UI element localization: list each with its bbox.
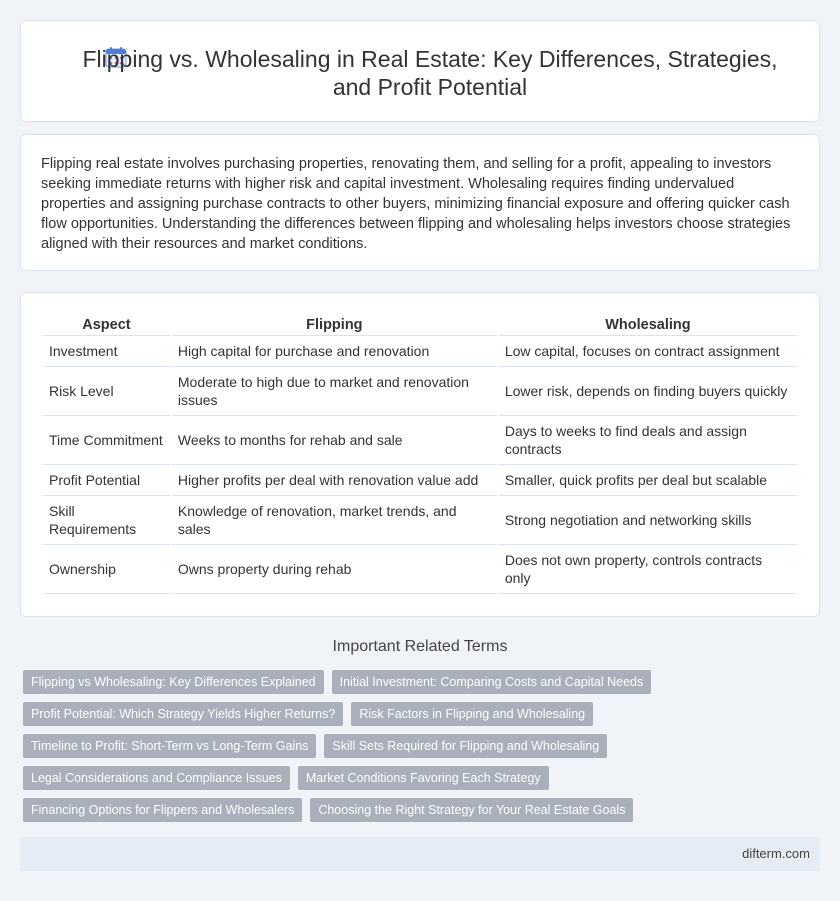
cell-flipping: Weeks to months for rehab and sale — [172, 416, 497, 465]
table-row — [43, 465, 797, 496]
related-term-tag[interactable]: Market Conditions Favoring Each Strategy — [298, 766, 549, 790]
table-row — [43, 496, 797, 545]
related-term-tag[interactable]: Skill Sets Required for Flipping and Wholesaling — [324, 734, 607, 758]
header-aspect: Aspect — [43, 313, 170, 336]
related-term-tag[interactable]: Profit Potential: Which Strategy Yields Higher Returns? — [23, 702, 343, 726]
table-header-row — [43, 313, 797, 336]
table-row — [43, 367, 797, 416]
table-row — [43, 545, 797, 594]
cell-aspect: Skill Requirements — [43, 496, 170, 545]
cell-flipping: Higher profits per deal with renovation value add — [172, 465, 497, 496]
cell-aspect: Investment — [43, 336, 170, 367]
page-title: Flipping vs. Wholesaling in Real Estate: Key Differences, Strategies, and Profit Potential — [82, 46, 778, 100]
header-wholesaling: Wholesaling — [499, 313, 797, 336]
intro-card — [20, 134, 820, 271]
header-card — [20, 20, 820, 122]
related-terms-list — [23, 670, 813, 822]
cell-wholesaling: Strong negotiation and networking skills — [499, 496, 797, 545]
related-term-tag[interactable]: Timeline to Profit: Short-Term vs Long-Term Gains — [23, 734, 316, 758]
table-row — [43, 336, 797, 367]
cell-flipping: Moderate to high due to market and renovation issues — [172, 367, 497, 416]
related-term-tag[interactable]: Initial Investment: Comparing Costs and Capital Needs — [332, 670, 652, 694]
comparison-card — [20, 292, 820, 617]
related-term-tag[interactable]: Choosing the Right Strategy for Your Real Estate Goals — [310, 798, 633, 822]
cell-flipping: Owns property during rehab — [172, 545, 497, 594]
related-term-tag[interactable]: Financing Options for Flippers and Wholesalers — [23, 798, 302, 822]
footer — [20, 837, 820, 871]
intro-paragraph: Flipping real estate involves purchasing properties, renovating them, and selling for a profit, appealing to investors seeking immediate returns with higher risk and capital investment. Wholesaling requires finding undervalued properties and assigning purchase contracts to other buyers, minimizing financial exposure and offering quicker cash flow opportunities. Understanding the differences between flipping and wholesaling helps investors choose strategies aligned with their resources and market conditions. — [41, 156, 791, 252]
related-term-tag[interactable]: Risk Factors in Flipping and Wholesaling — [351, 702, 593, 726]
related-term-tag[interactable]: Flipping vs Wholesaling: Key Differences Explained — [23, 670, 324, 694]
header-flipping: Flipping — [172, 313, 497, 336]
cell-wholesaling: Lower risk, depends on finding buyers quickly — [499, 367, 797, 416]
cell-aspect: Profit Potential — [43, 465, 170, 496]
related-term-tag[interactable]: Legal Considerations and Compliance Issues — [23, 766, 290, 790]
cell-wholesaling: Smaller, quick profits per deal but scalable — [499, 465, 797, 496]
cell-aspect: Risk Level — [43, 367, 170, 416]
cell-wholesaling: Does not own property, controls contracts only — [499, 545, 797, 594]
related-terms-heading: Important Related Terms — [332, 638, 508, 655]
cell-wholesaling: Low capital, focuses on contract assignment — [499, 336, 797, 367]
cell-aspect: Ownership — [43, 545, 170, 594]
cell-flipping: High capital for purchase and renovation — [172, 336, 497, 367]
table-row — [43, 416, 797, 465]
cell-flipping: Knowledge of renovation, market trends, and sales — [172, 496, 497, 545]
comparison-table — [41, 313, 799, 594]
cell-wholesaling: Days to weeks to find deals and assign contracts — [499, 416, 797, 465]
cell-aspect: Time Commitment — [43, 416, 170, 465]
footer-site-link[interactable]: difterm.com — [742, 846, 810, 861]
